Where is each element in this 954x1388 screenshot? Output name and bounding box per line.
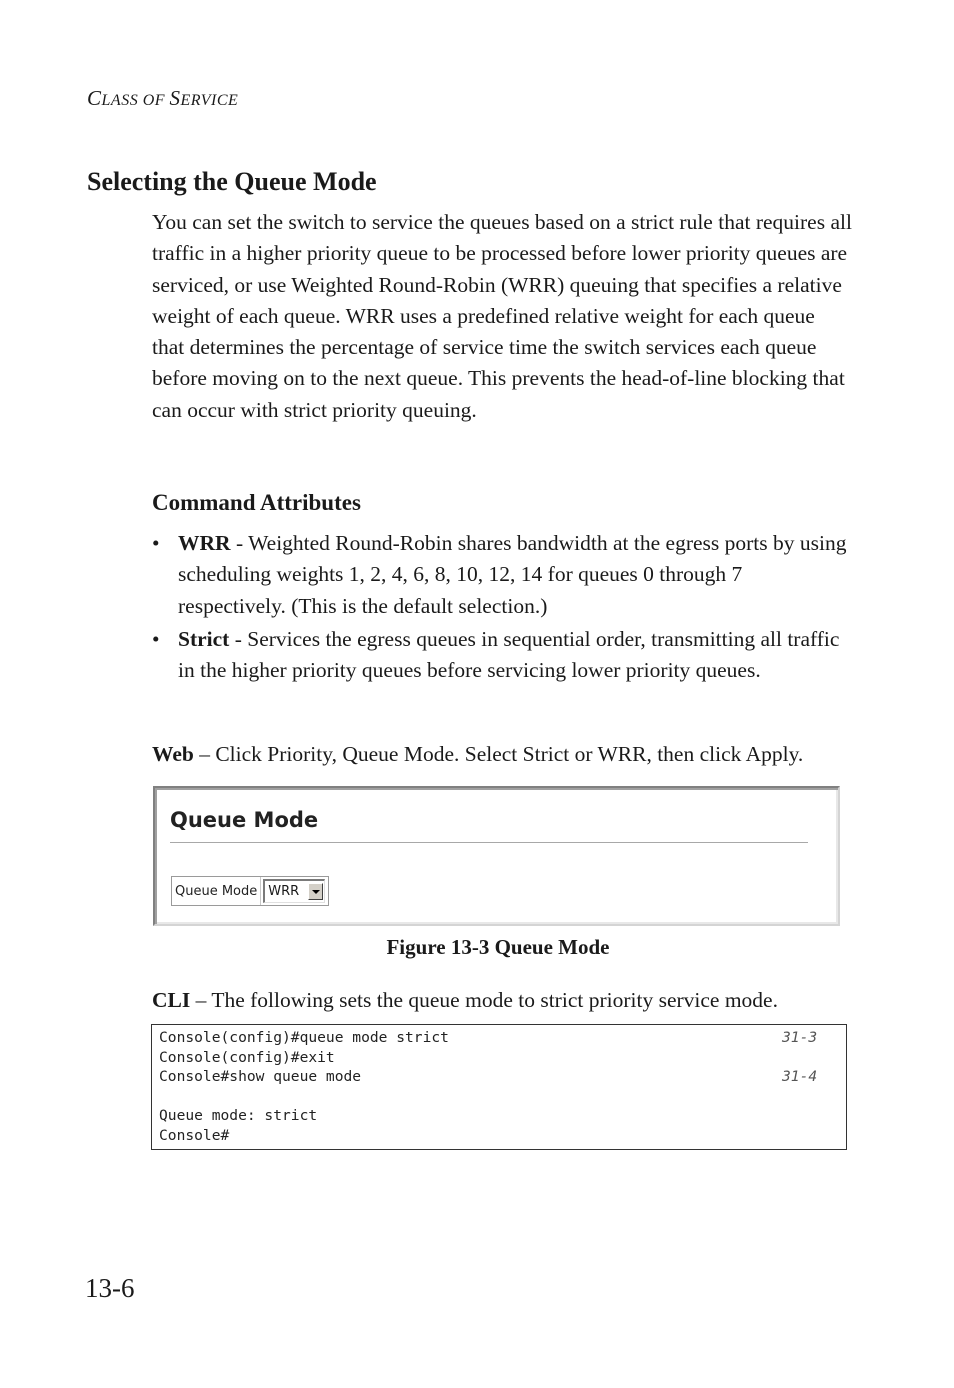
code-text: Console#show queue mode — [159, 1068, 362, 1086]
web-label: Web — [152, 742, 194, 766]
code-reference: 31-4 — [782, 1068, 818, 1086]
bullet-icon: • — [152, 626, 160, 651]
cli-instructions — [152, 985, 778, 1016]
running-header — [87, 86, 238, 111]
cli-code-block — [151, 1024, 847, 1150]
web-text: – Click Priority, Queue Mode. Select Strict or WRR, then click Apply. — [193, 742, 804, 766]
attribute-description: - Services the egress queues in sequential order, transmitting all traffic in the higher priority queues before servicing lower priority queues. — [178, 626, 840, 683]
code-line — [159, 1028, 846, 1048]
code-text: Console(config)#queue mode strict — [159, 1029, 449, 1046]
intro-paragraph: You can set the switch to service the queues based on a strict rule that requires all traffic in a higher priority queue to be processed before lower priority queues are serviced, or use Weighted Round-Robin (WRR) queuing that specifies a relative weight of each queue. WRR uses a predefined relative weight for each queue that determines the percentage of service time the switch services each queue before moving on to the next queue. This prevents the head-of-line blocking that can occur with strict priority queuing. — [152, 210, 852, 422]
web-instructions — [152, 739, 803, 770]
queue-mode-field — [171, 876, 329, 906]
attribute-term: Strict — [178, 626, 230, 651]
code-text: Queue mode: strict — [159, 1107, 318, 1125]
list-item — [152, 624, 852, 687]
running-head-lass-of: LASS OF — [101, 92, 170, 109]
attribute-description: - Weighted Round-Robin shares bandwidth at the egress ports by using scheduling weights 1, 2, 4, 6, 8, 10, 12, 14 for queues 0 through 7 respectively. (This is the default selection.) — [178, 531, 847, 618]
running-head-s: S — [169, 86, 181, 110]
panel-title: Queue Mode — [170, 808, 319, 832]
code-line — [159, 1126, 846, 1146]
panel-divider — [170, 842, 808, 844]
code-reference: 31-3 — [782, 1029, 818, 1046]
queue-mode-selected-value: WRR — [268, 884, 300, 899]
code-line — [159, 1106, 846, 1126]
command-attributes-heading: Command Attributes — [152, 490, 361, 515]
bullet-icon: • — [152, 531, 160, 555]
code-line — [159, 1048, 846, 1068]
code-text: Console# — [159, 1126, 230, 1144]
list-item — [152, 528, 852, 622]
running-head-c: C — [87, 86, 102, 110]
queue-mode-select[interactable] — [263, 879, 325, 903]
queue-mode-label: Queue Mode — [172, 877, 261, 905]
queue-mode-screenshot — [153, 786, 840, 926]
command-attributes-list — [152, 528, 852, 688]
code-line — [159, 1067, 846, 1087]
cli-label: CLI — [152, 988, 191, 1012]
cli-text: – The following sets the queue mode to strict priority service mode. — [190, 988, 778, 1012]
page-number: 13-6 — [85, 1273, 135, 1303]
code-text: Console(config)#exit — [159, 1048, 335, 1066]
chevron-down-icon[interactable] — [308, 883, 323, 900]
running-head-ervice: ERVICE — [180, 92, 239, 109]
figure-caption: Figure 13-3 Queue Mode — [386, 935, 610, 959]
section-title: Selecting the Queue Mode — [87, 167, 377, 196]
code-line — [159, 1087, 846, 1107]
attribute-term: WRR — [178, 531, 231, 555]
